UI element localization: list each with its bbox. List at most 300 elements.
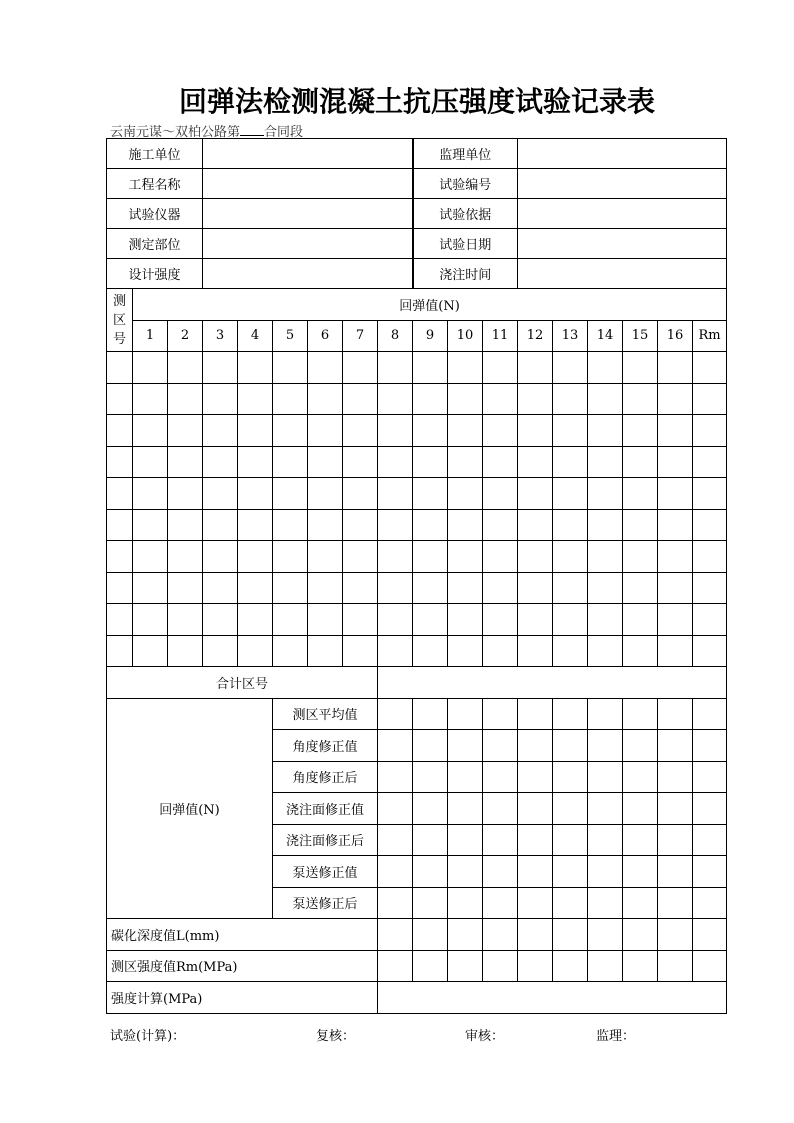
reading-cell[interactable] — [273, 541, 308, 573]
reading-cell[interactable] — [553, 572, 588, 604]
column-header: 13 — [553, 320, 588, 352]
correction-cell[interactable] — [518, 856, 553, 888]
reading-cell[interactable] — [168, 572, 203, 604]
reading-cell[interactable] — [623, 572, 658, 604]
correction-cell[interactable] — [413, 856, 448, 888]
reading-cell[interactable] — [553, 415, 588, 447]
value-cell[interactable] — [553, 950, 588, 982]
reading-cell[interactable] — [483, 604, 518, 636]
reading-cell[interactable] — [308, 635, 343, 667]
reading-cell[interactable] — [518, 509, 553, 541]
value-cell[interactable] — [483, 919, 518, 951]
correction-cell[interactable] — [623, 761, 658, 793]
reading-cell[interactable] — [308, 604, 343, 636]
reading-cell[interactable] — [588, 478, 623, 510]
reading-cell[interactable] — [168, 446, 203, 478]
info-right-value[interactable] — [518, 259, 727, 289]
reading-cell[interactable] — [133, 383, 168, 415]
reading-cell[interactable] — [623, 635, 658, 667]
total-zone-value[interactable] — [378, 667, 727, 699]
value-cell[interactable] — [378, 950, 413, 982]
reading-cell[interactable] — [133, 541, 168, 573]
value-cell[interactable] — [448, 919, 483, 951]
reading-cell[interactable] — [238, 509, 273, 541]
reading-cell[interactable] — [378, 478, 413, 510]
value-cell[interactable] — [658, 919, 693, 951]
correction-cell[interactable] — [413, 761, 448, 793]
correction-cell[interactable] — [518, 761, 553, 793]
reading-cell[interactable] — [448, 635, 483, 667]
correction-cell[interactable] — [448, 887, 483, 919]
reading-cell[interactable] — [273, 509, 308, 541]
reading-cell[interactable] — [203, 352, 238, 384]
reading-cell[interactable] — [107, 572, 133, 604]
reading-cell[interactable] — [203, 478, 238, 510]
reading-cell[interactable] — [518, 478, 553, 510]
column-header: 2 — [168, 320, 203, 352]
correction-cell[interactable] — [448, 730, 483, 762]
reading-cell[interactable] — [107, 541, 133, 573]
reading-cell[interactable] — [168, 604, 203, 636]
strength-calc-value[interactable] — [378, 982, 727, 1014]
reading-cell[interactable] — [133, 446, 168, 478]
reading-cell[interactable] — [658, 352, 693, 384]
reading-cell[interactable] — [658, 572, 693, 604]
correction-label: 浇注面修正值 — [273, 793, 378, 825]
reading-cell[interactable] — [168, 541, 203, 573]
value-cell[interactable] — [658, 950, 693, 982]
correction-cell[interactable] — [483, 824, 518, 856]
correction-cell[interactable] — [378, 824, 413, 856]
reading-cell[interactable] — [413, 541, 448, 573]
reading-cell[interactable] — [553, 383, 588, 415]
reading-cell[interactable] — [308, 446, 343, 478]
correction-cell[interactable] — [693, 698, 727, 730]
reading-cell[interactable] — [343, 383, 378, 415]
info-left-value[interactable] — [203, 259, 413, 289]
reading-cell[interactable] — [588, 383, 623, 415]
correction-cell[interactable] — [588, 887, 623, 919]
reading-cell[interactable] — [553, 478, 588, 510]
correction-cell[interactable] — [378, 887, 413, 919]
reading-cell[interactable] — [623, 509, 658, 541]
correction-cell[interactable] — [553, 824, 588, 856]
reading-cell[interactable] — [588, 446, 623, 478]
reading-cell[interactable] — [588, 415, 623, 447]
correction-cell[interactable] — [623, 887, 658, 919]
reading-cell[interactable] — [448, 541, 483, 573]
reading-cell[interactable] — [203, 415, 238, 447]
reading-cell[interactable] — [203, 541, 238, 573]
reading-cell[interactable] — [658, 635, 693, 667]
reading-cell[interactable] — [658, 415, 693, 447]
reading-cell[interactable] — [203, 383, 238, 415]
reading-cell[interactable] — [378, 604, 413, 636]
reading-cell[interactable] — [588, 572, 623, 604]
info-right-value[interactable] — [518, 229, 727, 259]
reading-cell[interactable] — [588, 541, 623, 573]
reading-cell[interactable] — [168, 509, 203, 541]
correction-cell[interactable] — [693, 887, 727, 919]
correction-cell[interactable] — [378, 856, 413, 888]
reading-cell[interactable] — [483, 478, 518, 510]
correction-cell[interactable] — [553, 698, 588, 730]
reading-cell[interactable] — [413, 383, 448, 415]
correction-cell[interactable] — [413, 793, 448, 825]
total-zone-row — [107, 667, 727, 699]
correction-cell[interactable] — [588, 730, 623, 762]
reading-cell[interactable] — [693, 604, 727, 636]
correction-cell[interactable] — [483, 698, 518, 730]
reading-cell[interactable] — [168, 635, 203, 667]
correction-cell[interactable] — [658, 824, 693, 856]
reading-cell[interactable] — [658, 383, 693, 415]
correction-cell[interactable] — [658, 698, 693, 730]
reading-cell[interactable] — [553, 541, 588, 573]
reading-cell[interactable] — [448, 572, 483, 604]
reading-cell[interactable] — [378, 635, 413, 667]
reading-cell[interactable] — [308, 478, 343, 510]
reading-cell[interactable] — [413, 509, 448, 541]
info-right-label: 监理单位 — [413, 139, 518, 169]
reading-cell[interactable] — [168, 478, 203, 510]
reading-cell[interactable] — [518, 572, 553, 604]
correction-cell[interactable] — [378, 730, 413, 762]
reading-cell[interactable] — [623, 604, 658, 636]
reading-cell[interactable] — [133, 415, 168, 447]
reading-cell[interactable] — [343, 478, 378, 510]
reading-cell[interactable] — [588, 635, 623, 667]
info-left-value[interactable] — [203, 199, 413, 229]
correction-cell[interactable] — [553, 761, 588, 793]
reading-cell[interactable] — [343, 635, 378, 667]
reading-cell[interactable] — [203, 509, 238, 541]
reading-cell[interactable] — [203, 446, 238, 478]
reading-cell[interactable] — [518, 415, 553, 447]
total-zone-label: 合计区号 — [107, 667, 378, 699]
reading-cell[interactable] — [308, 509, 343, 541]
reading-cell[interactable] — [518, 352, 553, 384]
reading-cell[interactable] — [107, 635, 133, 667]
reading-cell[interactable] — [518, 383, 553, 415]
reading-cell[interactable] — [133, 604, 168, 636]
reading-cell[interactable] — [343, 541, 378, 573]
reading-cell[interactable] — [107, 415, 133, 447]
reading-cell[interactable] — [448, 446, 483, 478]
correction-cell[interactable] — [483, 730, 518, 762]
reading-cell[interactable] — [273, 446, 308, 478]
reading-cell[interactable] — [588, 604, 623, 636]
correction-cell[interactable] — [553, 730, 588, 762]
reading-cell[interactable] — [238, 352, 273, 384]
correction-cell[interactable] — [588, 698, 623, 730]
correction-cell[interactable] — [448, 761, 483, 793]
correction-cell[interactable] — [378, 793, 413, 825]
reading-cell[interactable] — [273, 572, 308, 604]
reading-cell[interactable] — [238, 541, 273, 573]
correction-cell[interactable] — [378, 698, 413, 730]
reading-cell[interactable] — [273, 415, 308, 447]
reading-cell[interactable] — [273, 352, 308, 384]
value-cell[interactable] — [483, 950, 518, 982]
reading-cell[interactable] — [107, 352, 133, 384]
reading-cell[interactable] — [483, 541, 518, 573]
correction-cell[interactable] — [413, 824, 448, 856]
correction-cell[interactable] — [483, 761, 518, 793]
correction-label: 泵送修正值 — [273, 856, 378, 888]
correction-cell[interactable] — [658, 793, 693, 825]
reading-cell[interactable] — [238, 383, 273, 415]
reading-cell[interactable] — [107, 604, 133, 636]
reading-cell[interactable] — [203, 604, 238, 636]
correction-cell[interactable] — [693, 761, 727, 793]
column-header: 1 — [133, 320, 168, 352]
reading-cell[interactable] — [483, 352, 518, 384]
reading-cell[interactable] — [378, 415, 413, 447]
reading-cell[interactable] — [343, 604, 378, 636]
value-cell[interactable] — [693, 919, 727, 951]
correction-cell[interactable] — [623, 824, 658, 856]
contract-number-blank[interactable] — [240, 124, 264, 136]
info-left-label: 试验仪器 — [107, 199, 203, 229]
reading-cell[interactable] — [238, 635, 273, 667]
reading-cell[interactable] — [623, 415, 658, 447]
reading-cell[interactable] — [658, 509, 693, 541]
reading-cell[interactable] — [483, 572, 518, 604]
reading-cell[interactable] — [693, 352, 727, 384]
reading-cell[interactable] — [518, 446, 553, 478]
record-table — [106, 138, 727, 1014]
reading-cell[interactable] — [133, 352, 168, 384]
correction-cell[interactable] — [378, 761, 413, 793]
zone-strength-label: 测区强度值Rm(MPa) — [107, 950, 378, 982]
reading-cell[interactable] — [133, 478, 168, 510]
correction-cell[interactable] — [693, 730, 727, 762]
reading-cell[interactable] — [238, 446, 273, 478]
correction-cell[interactable] — [483, 856, 518, 888]
reading-cell[interactable] — [107, 446, 133, 478]
value-cell[interactable] — [518, 919, 553, 951]
correction-cell[interactable] — [518, 793, 553, 825]
reading-cell[interactable] — [553, 604, 588, 636]
info-right-value[interactable] — [518, 199, 727, 229]
reading-cell[interactable] — [308, 541, 343, 573]
info-left-value[interactable] — [203, 139, 413, 169]
reading-cell[interactable] — [343, 509, 378, 541]
reading-cell[interactable] — [343, 352, 378, 384]
info-left-value[interactable] — [203, 229, 413, 259]
reading-cell[interactable] — [203, 572, 238, 604]
reading-cell[interactable] — [448, 415, 483, 447]
reading-cell[interactable] — [133, 572, 168, 604]
reading-cell[interactable] — [413, 635, 448, 667]
reading-cell[interactable] — [588, 352, 623, 384]
reading-cell[interactable] — [413, 352, 448, 384]
value-cell[interactable] — [623, 919, 658, 951]
reading-cell[interactable] — [343, 415, 378, 447]
reading-cell[interactable] — [168, 383, 203, 415]
correction-cell[interactable] — [623, 730, 658, 762]
correction-cell[interactable] — [553, 793, 588, 825]
correction-cell[interactable] — [553, 887, 588, 919]
reading-cell[interactable] — [448, 383, 483, 415]
value-cell[interactable] — [413, 919, 448, 951]
reading-cell[interactable] — [378, 383, 413, 415]
reading-cell[interactable] — [107, 509, 133, 541]
correction-cell[interactable] — [483, 887, 518, 919]
correction-cell[interactable] — [413, 698, 448, 730]
value-cell[interactable] — [588, 950, 623, 982]
reading-cell[interactable] — [238, 478, 273, 510]
value-cell[interactable] — [623, 950, 658, 982]
reading-cell[interactable] — [483, 446, 518, 478]
info-left-value[interactable] — [203, 169, 413, 199]
reading-cell[interactable] — [483, 415, 518, 447]
correction-cell[interactable] — [693, 824, 727, 856]
correction-cell[interactable] — [553, 856, 588, 888]
reading-cell[interactable] — [107, 478, 133, 510]
reading-cell[interactable] — [378, 572, 413, 604]
correction-cell[interactable] — [448, 698, 483, 730]
value-cell[interactable] — [693, 950, 727, 982]
correction-cell[interactable] — [413, 887, 448, 919]
correction-cell[interactable] — [623, 856, 658, 888]
value-cell[interactable] — [413, 950, 448, 982]
reading-cell[interactable] — [483, 509, 518, 541]
correction-cell[interactable] — [588, 761, 623, 793]
reading-cell[interactable] — [238, 604, 273, 636]
reading-cell[interactable] — [623, 383, 658, 415]
correction-cell[interactable] — [518, 824, 553, 856]
reading-cell[interactable] — [553, 352, 588, 384]
value-cell[interactable] — [448, 950, 483, 982]
reading-cell[interactable] — [238, 572, 273, 604]
reading-cell[interactable] — [623, 478, 658, 510]
reading-cell[interactable] — [378, 446, 413, 478]
zone-strength-row — [107, 950, 727, 982]
correction-cell[interactable] — [693, 793, 727, 825]
reading-cell[interactable] — [693, 478, 727, 510]
reading-cell[interactable] — [553, 446, 588, 478]
value-cell[interactable] — [518, 950, 553, 982]
reading-cell[interactable] — [483, 383, 518, 415]
info-right-label: 试验编号 — [413, 169, 518, 199]
carbonation-label: 碳化深度值L(mm) — [107, 919, 378, 951]
reading-cell[interactable] — [693, 541, 727, 573]
correction-cell[interactable] — [658, 730, 693, 762]
reading-cell[interactable] — [413, 446, 448, 478]
reading-cell[interactable] — [378, 352, 413, 384]
correction-cell[interactable] — [658, 887, 693, 919]
column-header: 9 — [413, 320, 448, 352]
correction-cell[interactable] — [448, 856, 483, 888]
reading-cell[interactable] — [107, 383, 133, 415]
correction-cell[interactable] — [518, 730, 553, 762]
value-cell[interactable] — [588, 919, 623, 951]
reading-cell[interactable] — [308, 572, 343, 604]
reading-cell[interactable] — [273, 635, 308, 667]
reading-cell[interactable] — [308, 352, 343, 384]
reading-cell[interactable] — [693, 415, 727, 447]
reading-cell[interactable] — [483, 635, 518, 667]
correction-cell[interactable] — [413, 730, 448, 762]
reading-cell[interactable] — [413, 604, 448, 636]
correction-cell[interactable] — [518, 887, 553, 919]
strength-calc-row — [107, 982, 727, 1014]
value-cell[interactable] — [378, 919, 413, 951]
correction-cell[interactable] — [448, 824, 483, 856]
info-right-value[interactable] — [518, 139, 727, 169]
reading-cell[interactable] — [693, 383, 727, 415]
correction-cell[interactable] — [588, 793, 623, 825]
reading-cell[interactable] — [343, 572, 378, 604]
reading-cell[interactable] — [308, 383, 343, 415]
correction-cell[interactable] — [623, 793, 658, 825]
subtitle-suffix: 合同段 — [264, 125, 304, 140]
reading-cell[interactable] — [273, 478, 308, 510]
reading-cell[interactable] — [133, 635, 168, 667]
reading-cell[interactable] — [588, 509, 623, 541]
reading-cell[interactable] — [693, 509, 727, 541]
reading-cell[interactable] — [623, 446, 658, 478]
reading-cell[interactable] — [693, 635, 727, 667]
reading-cell[interactable] — [168, 352, 203, 384]
reading-cell[interactable] — [658, 541, 693, 573]
reading-cell[interactable] — [413, 572, 448, 604]
correction-cell[interactable] — [658, 856, 693, 888]
reading-cell[interactable] — [693, 572, 727, 604]
value-cell[interactable] — [553, 919, 588, 951]
correction-cell[interactable] — [588, 824, 623, 856]
reading-cell[interactable] — [518, 541, 553, 573]
reading-cell[interactable] — [378, 509, 413, 541]
reading-cell[interactable] — [448, 478, 483, 510]
reading-cell[interactable] — [518, 604, 553, 636]
reading-cell[interactable] — [343, 446, 378, 478]
reading-cell[interactable] — [448, 352, 483, 384]
reading-cell[interactable] — [133, 509, 168, 541]
info-right-value[interactable] — [518, 169, 727, 199]
reading-cell[interactable] — [378, 541, 413, 573]
reading-cell[interactable] — [273, 383, 308, 415]
reading-cell[interactable] — [273, 604, 308, 636]
reading-cell[interactable] — [658, 604, 693, 636]
reading-cell[interactable] — [518, 635, 553, 667]
reading-cell[interactable] — [658, 446, 693, 478]
reading-cell[interactable] — [448, 509, 483, 541]
reading-cell[interactable] — [623, 352, 658, 384]
reading-cell[interactable] — [203, 635, 238, 667]
correction-cell[interactable] — [693, 856, 727, 888]
reading-cell[interactable] — [448, 604, 483, 636]
correction-cell[interactable] — [518, 698, 553, 730]
reading-cell[interactable] — [168, 415, 203, 447]
reading-cell[interactable] — [413, 415, 448, 447]
correction-cell[interactable] — [483, 793, 518, 825]
reading-cell[interactable] — [658, 478, 693, 510]
correction-cell[interactable] — [588, 856, 623, 888]
reading-cell[interactable] — [553, 509, 588, 541]
reading-cell[interactable] — [238, 415, 273, 447]
reading-cell[interactable] — [553, 635, 588, 667]
reading-cell[interactable] — [308, 415, 343, 447]
reading-cell[interactable] — [413, 478, 448, 510]
reading-cell[interactable] — [623, 541, 658, 573]
correction-cell[interactable] — [448, 793, 483, 825]
reading-cell[interactable] — [693, 446, 727, 478]
correction-cell[interactable] — [658, 761, 693, 793]
correction-cell[interactable] — [623, 698, 658, 730]
